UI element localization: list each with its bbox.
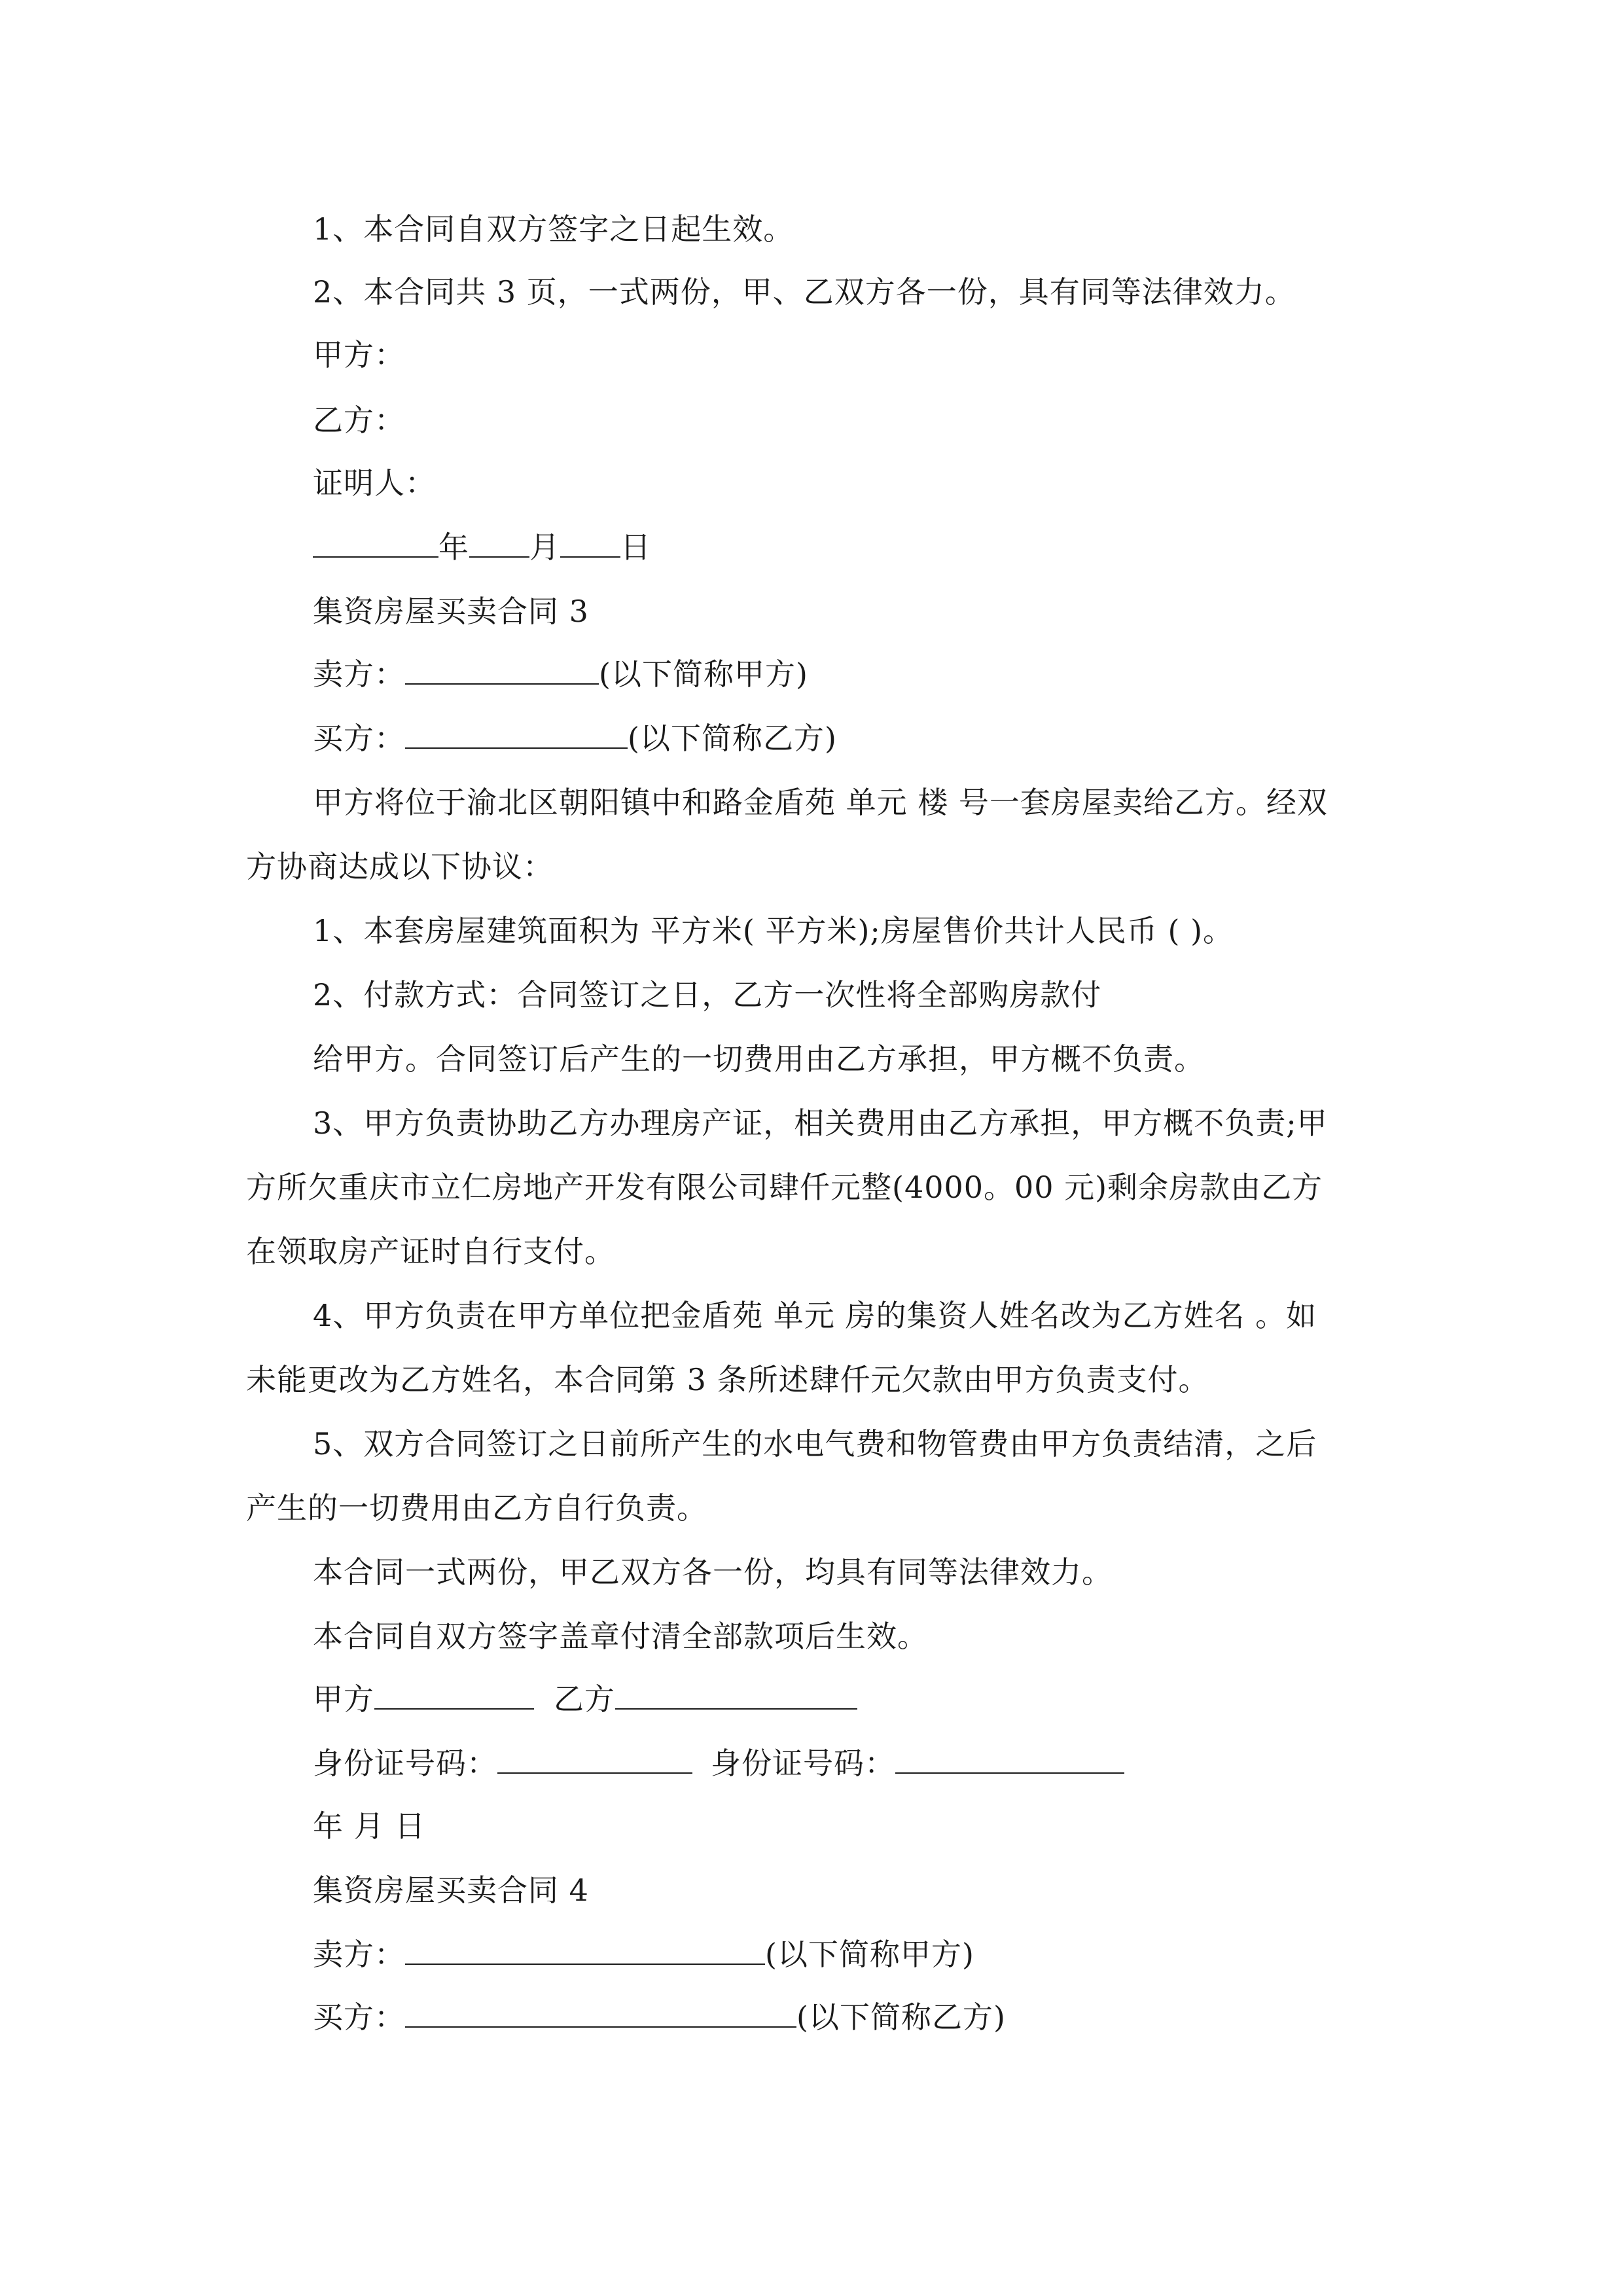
contract3-clause2-line2: 给甲方。合同签订后产生的一切费用由乙方承担，甲方概不负责。	[313, 1041, 1205, 1077]
day-label: 日	[620, 529, 651, 565]
date-line	[313, 528, 651, 567]
party-a-label: 甲方：	[313, 337, 405, 372]
contract3-intro-line1: 甲方将位于渝北区朝阳镇中和路金盾苑 单元 楼 号一套房屋卖给乙方。经双	[313, 785, 1328, 820]
buyer-label: 买方：	[313, 721, 405, 756]
id-number-b-blank	[895, 1744, 1124, 1774]
contract4-buyer-line	[313, 1998, 1006, 2037]
seller-note: (以下简称甲方)	[599, 656, 808, 692]
contract4-seller-line	[313, 1935, 974, 1974]
id-number-b-label: 身份证号码：	[711, 1746, 895, 1781]
sign-party-a-label: 甲方	[313, 1681, 374, 1717]
contract3-clause4-line1: 4、甲方负责在甲方单位把金盾苑 单元 房的集资人姓名改为乙方姓名 。如	[313, 1298, 1317, 1333]
contract3-clause5-line2: 产生的一切费用由乙方自行负责。	[246, 1490, 707, 1526]
month-blank	[469, 528, 529, 558]
contract3-copies: 本合同一式两份，甲乙双方各一份，均具有同等法律效力。	[313, 1554, 1113, 1590]
contract3-clause3-line2: 方所欠重庆市立仁房地产开发有限公司肆仟元整(4000。00 元)剩余房款由乙方	[246, 1170, 1323, 1205]
contract4-title: 集资房屋买卖合同 4	[313, 1873, 589, 1908]
buyer-blank	[405, 719, 628, 749]
contract3-intro-line2: 方协商达成以下协议：	[246, 849, 554, 884]
buyer-note: (以下简称乙方)	[628, 721, 837, 756]
contract3-clause5-line1: 5、双方合同签订之日前所产生的水电气费和物管费由甲方负责结清，之后	[313, 1426, 1317, 1462]
sign-party-b-label: 乙方	[554, 1681, 615, 1717]
buyer-label: 买方：	[313, 2000, 405, 2035]
month-label: 月	[529, 529, 560, 565]
year-label: 年	[438, 529, 469, 565]
buyer-blank	[405, 1998, 796, 2028]
contract3-id-line	[313, 1744, 1124, 1783]
contract3-clause1: 1、本套房屋建筑面积为 平方米( 平方米);房屋售价共计人民币 ( )。	[313, 913, 1234, 948]
witness-signature	[313, 463, 436, 503]
clause-effective: 1、本合同自双方签字之日起生效。	[313, 211, 794, 247]
year-blank	[313, 528, 438, 558]
contract3-title: 集资房屋买卖合同 3	[313, 594, 589, 629]
seller-label: 卖方：	[313, 1937, 405, 1972]
seller-blank	[405, 1935, 765, 1965]
sign-party-a-blank	[374, 1679, 534, 1710]
id-number-a-blank	[497, 1744, 692, 1774]
buyer-note: (以下简称乙方)	[796, 2000, 1006, 2035]
sign-party-b-blank	[615, 1679, 857, 1710]
contract3-clause2-line1: 2、付款方式：合同签订之日，乙方一次性将全部购房款付	[313, 977, 1102, 1013]
party-b-signature	[313, 401, 405, 440]
seller-blank	[405, 655, 599, 685]
day-blank	[560, 528, 620, 558]
contract3-date: 年 月 日	[313, 1808, 426, 1844]
id-number-a-label: 身份证号码：	[313, 1746, 497, 1781]
clause-copies: 2、本合同共 3 页，一式两份，甲、乙双方各一份，具有同等法律效力。	[313, 274, 1296, 310]
witness-label: 证明人：	[313, 465, 436, 501]
contract3-clause3-line3: 在领取房产证时自行支付。	[246, 1234, 615, 1269]
contract3-clause3-line1: 3、甲方负责协助乙方办理房产证，相关费用由乙方承担，甲方概不负责;甲	[313, 1105, 1328, 1141]
party-a-signature	[313, 335, 405, 374]
seller-note: (以下简称甲方)	[765, 1937, 974, 1972]
contract3-clause4-line2: 未能更改为乙方姓名，本合同第 3 条所述肆仟元欠款由甲方负责支付。	[246, 1362, 1209, 1397]
contract3-effective: 本合同自双方签字盖章付清全部款项后生效。	[313, 1619, 928, 1654]
seller-label: 卖方：	[313, 656, 405, 692]
contract3-seller-line	[313, 655, 808, 694]
party-b-label: 乙方：	[313, 403, 405, 438]
contract3-signature-line	[313, 1679, 857, 1719]
contract3-buyer-line	[313, 719, 837, 758]
